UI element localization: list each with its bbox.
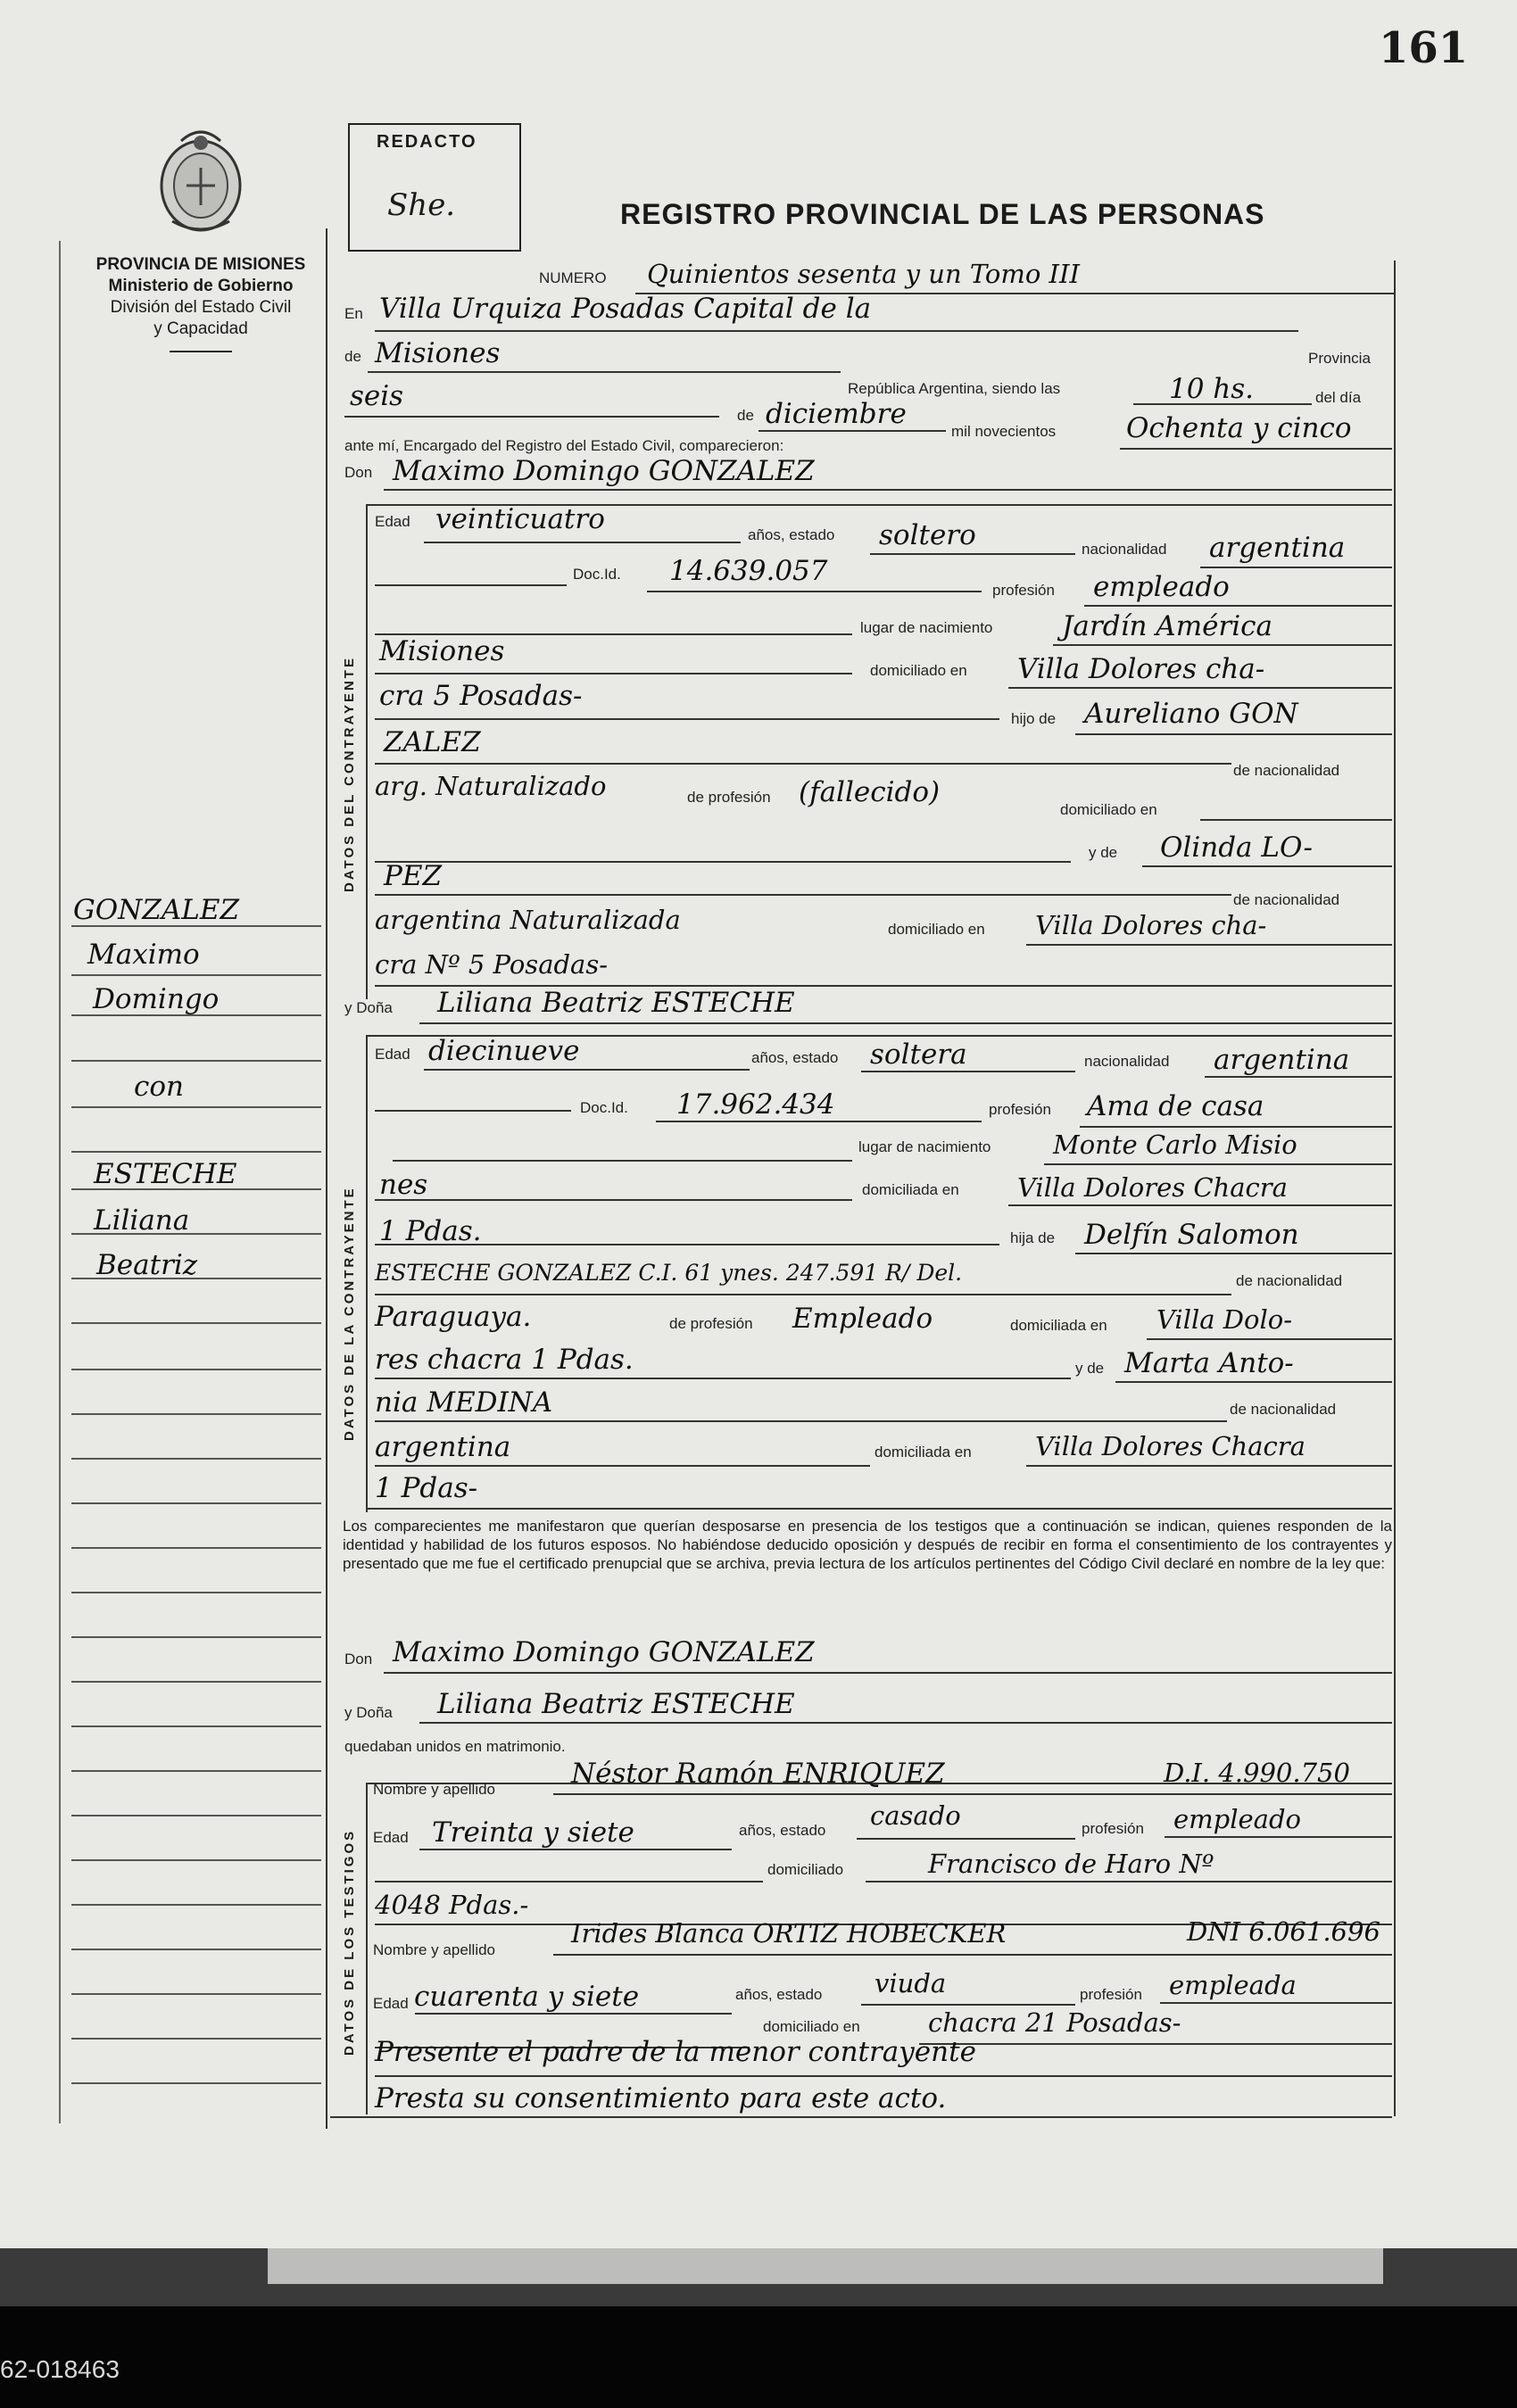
margin-note-line: GONZALEZ xyxy=(73,894,239,926)
coat-of-arms-seal xyxy=(147,123,254,237)
domiciliado-label: domiciliado xyxy=(767,1861,844,1878)
edad-label: Edad xyxy=(373,1829,409,1846)
rule xyxy=(857,1838,1075,1840)
rule xyxy=(1160,2002,1392,2004)
rule xyxy=(375,894,1231,896)
rule xyxy=(366,1508,1392,1510)
rule xyxy=(1075,733,1392,735)
groom-madre-domicilio-1: Villa Dolores cha- xyxy=(1035,910,1267,940)
ante-text: ante mí, Encargado del Registro del Estado Civil, comparecieron: xyxy=(344,437,784,454)
rule xyxy=(1147,1338,1392,1340)
rule xyxy=(1044,1163,1392,1165)
bride-name: Liliana Beatriz ESTECHE xyxy=(437,987,795,1019)
anos-label: años, estado xyxy=(751,1049,839,1066)
rule xyxy=(1008,1204,1392,1206)
rule xyxy=(919,2043,1392,2045)
rule xyxy=(330,2116,1392,2118)
declared-groom-name: Maximo Domingo GONZALEZ xyxy=(393,1636,815,1668)
witness-frame-left xyxy=(366,1783,368,2114)
rule xyxy=(375,1420,1227,1422)
bride-section-label: DATOS DE LA CONTRAYENTE xyxy=(342,1186,357,1441)
provincia-label: Provincia xyxy=(1308,350,1371,367)
nombre-label: Nombre y apellido xyxy=(373,1781,496,1798)
rule xyxy=(1165,1836,1392,1838)
hijo-label: hijo de xyxy=(1011,710,1057,727)
left-edge-rule xyxy=(59,241,61,2123)
profesion-label: profesión xyxy=(1080,1986,1142,2003)
nacionalidad-label: nacionalidad xyxy=(1082,541,1167,558)
republica-text: República Argentina, siendo las xyxy=(848,380,1061,397)
margin-rule xyxy=(326,228,327,2129)
rule xyxy=(384,489,1392,491)
margin-note-line: Liliana xyxy=(94,1204,190,1237)
bride-estado: soltera xyxy=(870,1039,967,1071)
rule xyxy=(375,718,999,720)
declaration-text: Los comparecientes me manifestaron que querían desposarse en presencia de los testigos que a continuación se indican, quienes responden de la identidad y habilidad de los futuros esposos. No habiéndose deducido oposición y después de recibir en forma el consentimiento de los contrayentes y presentado que me fue el certificado prenupcial que se archiva, previa lectura de los artículos pertinentes del Código Civil declaré en nombre de la ley que: xyxy=(343,1518,1392,1572)
bride-madre-domicilio-2: 1 Pdas- xyxy=(375,1472,478,1504)
rule xyxy=(1115,1381,1392,1383)
bride-profesion: Ama de casa xyxy=(1087,1090,1264,1122)
groom-padre-profesion: (fallecido) xyxy=(799,776,941,808)
rule xyxy=(861,1071,1075,1072)
rule xyxy=(553,1793,1392,1795)
en-label: En xyxy=(344,305,363,322)
groom-section-label: DATOS DEL CONTRAYENTE xyxy=(342,656,357,892)
anio-value: Ochenta y cinco xyxy=(1126,412,1352,444)
del-dia-label: del día xyxy=(1315,389,1362,406)
de-nacionalidad-label: de nacionalidad xyxy=(1236,1272,1343,1289)
groom-edad: veinticuatro xyxy=(435,503,605,535)
bride-madre-domicilio-1: Villa Dolores Chacra xyxy=(1035,1431,1306,1461)
anos-label: años, estado xyxy=(748,526,835,543)
redacto-label: REDACTO xyxy=(377,132,477,152)
rule xyxy=(1133,403,1312,405)
rule xyxy=(375,861,1071,863)
rule xyxy=(424,542,741,543)
witness2-edad: cuarenta y siete xyxy=(414,1981,640,2013)
consent-note-2: Presta su consentimiento para este acto. xyxy=(375,2082,947,2114)
domiciliada-label: domiciliada en xyxy=(862,1181,959,1198)
de-nacionalidad-label: de nacionalidad xyxy=(1233,891,1340,908)
groom-estado: soltero xyxy=(879,519,976,551)
groom-madre-nacionalidad: argentina Naturalizada xyxy=(375,905,681,935)
bride-edad: diecinueve xyxy=(428,1035,580,1067)
province-value: Misiones xyxy=(375,337,501,369)
rule xyxy=(1200,819,1392,821)
nacionalidad-label: nacionalidad xyxy=(1084,1053,1170,1070)
rule xyxy=(1120,448,1392,450)
rule xyxy=(758,430,946,432)
hija-label: hija de xyxy=(1010,1229,1056,1246)
rule xyxy=(1200,567,1392,568)
doc-label: Doc.Id. xyxy=(580,1099,628,1116)
bride-lugar-1: Monte Carlo Misio xyxy=(1053,1130,1297,1160)
profesion-label: profesión xyxy=(992,582,1055,599)
de-label: de xyxy=(344,348,361,365)
edad-label: Edad xyxy=(375,1046,410,1063)
divider xyxy=(170,351,232,352)
bride-padre-profesion: Empleado xyxy=(792,1303,933,1335)
margin-note-line: Maximo xyxy=(87,939,200,971)
anos-label: años, estado xyxy=(739,1822,826,1839)
page-bottom-edge xyxy=(268,2248,1383,2284)
witness1-edad: Treinta y siete xyxy=(432,1816,634,1849)
doc-label: Doc.Id. xyxy=(573,566,621,583)
de-nacionalidad-label: de nacionalidad xyxy=(1230,1401,1337,1418)
margin-note-line: Domingo xyxy=(93,983,220,1015)
groom-madre-2: PEZ xyxy=(384,860,443,892)
page-number: 161 xyxy=(1379,23,1469,73)
scan-identifier: 62-018463 xyxy=(0,2355,120,2383)
redacto-initials: She. xyxy=(387,187,456,223)
madre-domicilio-label: domiciliada en xyxy=(875,1444,972,1461)
rule xyxy=(1026,1465,1392,1467)
rule xyxy=(375,2075,1392,2077)
madre-domicilio-label: domiciliado en xyxy=(888,921,985,938)
redacto-box xyxy=(348,123,521,252)
groom-padre-1: Aureliano GON xyxy=(1084,698,1298,730)
rule xyxy=(870,553,1075,555)
lugar-label: lugar de nacimiento xyxy=(858,1138,991,1155)
bride-nacionalidad: argentina xyxy=(1214,1044,1350,1076)
ministry-line: Ministerio de Gobierno xyxy=(108,277,294,295)
dona-label: y Doña xyxy=(344,999,393,1016)
bride-madre-2: nia MEDINA xyxy=(375,1386,553,1419)
groom-madre-domicilio-2: cra Nº 5 Posadas- xyxy=(375,949,609,980)
rule xyxy=(419,1722,1392,1724)
de-profesion-label: de profesión xyxy=(669,1315,753,1332)
margin-note-line: ESTECHE xyxy=(94,1158,237,1190)
dia-value: seis xyxy=(350,380,404,412)
witness2-domicilio: chacra 21 Posadas- xyxy=(928,2007,1181,2038)
profesion-label: profesión xyxy=(989,1101,1051,1118)
witness1-profesion: empleado xyxy=(1173,1804,1301,1834)
document-title: REGISTRO PROVINCIAL DE LAS PERSONAS xyxy=(620,198,1265,230)
de-nacionalidad-label: de nacionalidad xyxy=(1233,762,1340,779)
groom-domicilio-1: Villa Dolores cha- xyxy=(1017,653,1265,685)
anos-label: años, estado xyxy=(735,1986,823,2003)
padre-domicilio-label: domiciliada en xyxy=(1010,1317,1107,1334)
rule xyxy=(375,673,852,674)
rule xyxy=(375,1110,571,1112)
rule xyxy=(368,371,841,373)
lugar-label: lugar de nacimiento xyxy=(860,619,993,636)
rule xyxy=(375,1881,763,1883)
groom-doc: 14.639.057 xyxy=(669,555,828,587)
de-mes-label: de xyxy=(737,407,754,424)
don-label: Don xyxy=(344,464,373,481)
margin-note-line: Beatriz xyxy=(96,1249,198,1281)
hora-value: 10 hs. xyxy=(1169,373,1255,405)
rule xyxy=(375,1199,852,1201)
scan-footer-band xyxy=(0,2306,1517,2408)
groom-lugar-1: Jardín América xyxy=(1062,610,1273,642)
rule xyxy=(1026,944,1392,946)
rule xyxy=(861,2004,1075,2006)
de-profesion-label: de profesión xyxy=(687,789,771,806)
groom-madre-1: Olinda LO- xyxy=(1160,832,1313,864)
witness2-estado: viuda xyxy=(875,1968,947,1998)
profesion-label: profesión xyxy=(1082,1820,1144,1837)
rule xyxy=(647,591,982,592)
margin-note-line: con xyxy=(134,1071,184,1103)
rule xyxy=(344,416,719,418)
dona-label: y Doña xyxy=(344,1704,393,1721)
rule xyxy=(375,1465,870,1467)
rule xyxy=(375,330,1298,332)
rule xyxy=(375,1294,1231,1295)
groom-profesion: empleado xyxy=(1093,571,1230,603)
witness1-domicilio-2: 4048 Pdas.- xyxy=(375,1890,529,1920)
don-label: Don xyxy=(344,1651,373,1667)
y-de-label: y de xyxy=(1089,844,1118,861)
rule xyxy=(1075,1253,1392,1254)
rule xyxy=(375,1244,999,1245)
rule xyxy=(419,1849,732,1850)
act-frame-right xyxy=(1394,261,1396,2116)
rule xyxy=(1080,1126,1392,1128)
nombre-label: Nombre y apellido xyxy=(373,1941,496,1958)
rule xyxy=(553,1954,1392,1956)
rule xyxy=(1205,1076,1392,1078)
numero-label: NUMERO xyxy=(539,269,607,286)
groom-padre-2: ZALEZ xyxy=(384,726,481,758)
groom-name: Maximo Domingo GONZALEZ xyxy=(393,455,815,487)
witness1-estado: casado xyxy=(870,1800,961,1831)
rule xyxy=(375,1378,1071,1379)
bride-madre-nacionalidad: argentina xyxy=(375,1431,511,1463)
rule xyxy=(419,1022,1392,1024)
bride-padre-1: Delfín Salomon xyxy=(1084,1219,1299,1251)
bride-madre-1: Marta Anto- xyxy=(1124,1347,1294,1379)
numero-value: Quinientos sesenta y un Tomo III xyxy=(647,259,1080,289)
declared-bride-name: Liliana Beatriz ESTECHE xyxy=(437,1688,795,1720)
bride-domicilio-2: 1 Pdas. xyxy=(379,1215,482,1247)
bride-padre-domicilio-2: res chacra 1 Pdas. xyxy=(375,1344,634,1376)
witness2-doc: DNI 6.061.696 xyxy=(1187,1916,1380,1947)
y-de-label: y de xyxy=(1075,1360,1105,1377)
issuing-office xyxy=(71,254,330,352)
bride-frame-left xyxy=(366,1035,368,1512)
mes-value: diciembre xyxy=(766,398,907,430)
groom-padre-nacionalidad: arg. Naturalizado xyxy=(375,771,607,801)
domiciliado-en-label: domiciliado en xyxy=(763,2018,860,2035)
bride-padre-2: ESTECHE GONZALEZ C.I. 61 ynes. 247.591 R/ Del. xyxy=(375,1260,963,1286)
witness1-domicilio-1: Francisco de Haro Nº xyxy=(928,1849,1214,1879)
rule xyxy=(384,1672,1392,1674)
rule xyxy=(1142,865,1392,867)
bride-domicilio-1: Villa Dolores Chacra xyxy=(1017,1172,1288,1203)
rule xyxy=(375,763,1231,765)
rule xyxy=(375,584,567,586)
edad-label: Edad xyxy=(375,513,410,530)
rule xyxy=(393,1160,852,1162)
witness2-profesion: empleada xyxy=(1169,1970,1297,2000)
witness2-name: Irides Blanca ORTIZ HOBECKER xyxy=(571,1918,1007,1949)
bride-lugar-2: nes xyxy=(379,1169,428,1201)
groom-nacionalidad: argentina xyxy=(1209,532,1346,564)
rule xyxy=(1008,687,1392,689)
division-line-1: División del Estado Civil xyxy=(110,298,292,317)
edad-label: Edad xyxy=(373,1995,409,2012)
division-line-2: y Capacidad xyxy=(153,319,248,338)
rule xyxy=(866,1881,1392,1883)
bride-padre-domicilio-1: Villa Dolo- xyxy=(1156,1304,1293,1335)
rule xyxy=(424,1069,750,1071)
united-text: quedaban unidos en matrimonio. xyxy=(344,1738,566,1755)
witness-section-label: DATOS DE LOS TESTIGOS xyxy=(342,1828,357,2056)
padre-domicilio-label: domiciliado en xyxy=(1060,801,1157,818)
consent-note-1: Presente el padre de la menor contrayente xyxy=(375,2036,976,2068)
groom-lugar-2: Misiones xyxy=(379,635,505,667)
rule xyxy=(656,1121,982,1122)
groom-frame-left xyxy=(366,504,368,999)
bride-doc: 17.962.434 xyxy=(676,1088,835,1121)
en-value: Villa Urquiza Posadas Capital de la xyxy=(379,293,872,325)
domiciliado-label: domiciliado en xyxy=(870,662,967,679)
province-line: PROVINCIA DE MISIONES xyxy=(95,255,306,274)
witness1-name: Néstor Ramón ENRIQUEZ xyxy=(571,1758,945,1790)
rule xyxy=(1053,644,1392,646)
rule xyxy=(415,2013,732,2015)
groom-domicilio-2: cra 5 Posadas- xyxy=(379,680,583,712)
witness1-doc: D.I. 4.990.750 xyxy=(1164,1758,1350,1788)
rule xyxy=(1084,605,1392,607)
bride-padre-nacionalidad: Paraguaya. xyxy=(375,1301,532,1333)
mil-label: mil novecientos xyxy=(951,423,1057,440)
